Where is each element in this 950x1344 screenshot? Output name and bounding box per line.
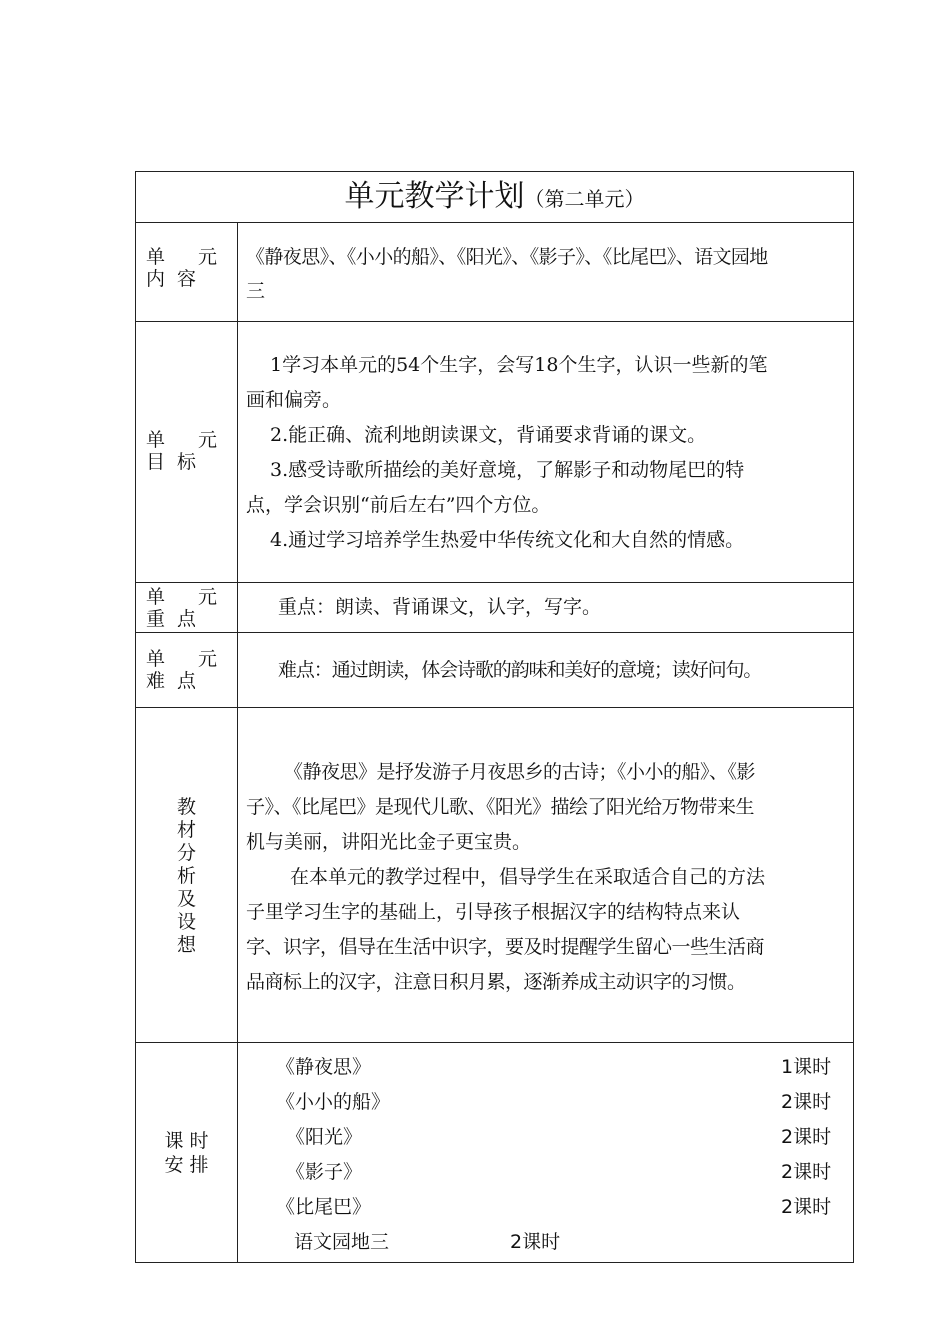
difficulties-text: 难点：通过朗读，体会诗歌的韵味和美好的意境；读好问句。 [278, 659, 762, 681]
schedule-item [136, 1085, 853, 1120]
label-key-points: 单元重点 [146, 586, 229, 630]
label-schedule-line: 课 时 [164, 1130, 209, 1152]
label-schedule-line: 安 排 [164, 1154, 209, 1176]
key-points-text: 重点：朗读、背诵课文，认字，写字。 [278, 596, 602, 618]
schedule-lesson: 《阳光》 [286, 1126, 363, 1148]
title-sub: （第二单元） [524, 187, 645, 211]
schedule-hours: 2课时 [781, 1161, 832, 1183]
row-unit-goals [136, 321, 853, 582]
analysis-line: 《静夜思》是抒发游子月夜思乡的古诗；《小小的船》、《影 [284, 761, 756, 783]
analysis-line: 子》、《比尾巴》是现代儿歌、《阳光》描绘了阳光给万物带来生 [246, 796, 755, 818]
schedule-lesson: 《影子》 [286, 1161, 363, 1183]
label-unit-goals: 单元目标 [146, 429, 229, 473]
row-key-points [136, 582, 853, 632]
goal-line: 2.能正确、流利地朗读课文，背诵要求背诵的课文。 [270, 424, 707, 446]
goal-line: 1学习本单元的54个生字，会写18个生字，认识一些新的笔 [270, 354, 768, 376]
unit-content-text [246, 240, 846, 308]
schedule-lesson: 《比尾巴》 [276, 1196, 372, 1218]
schedule-item [136, 1155, 853, 1190]
schedule-hours: 2课时 [781, 1196, 832, 1218]
analysis-line: 品商标上的汉字，注意日积月累，逐渐养成主动识字的习惯。 [246, 971, 746, 993]
schedule-item [136, 1120, 853, 1155]
label-char: 析 [176, 865, 196, 887]
unit-content-line: 《静夜思》、《小小的船》、《阳光》、《影子》、《比尾巴》、语文园地 [246, 246, 768, 268]
schedule-item [136, 1050, 853, 1085]
label-char: 教 [176, 796, 196, 818]
goal-line: 3.感受诗歌所描绘的美好意境，了解影子和动物尾巴的特 [270, 459, 745, 481]
unit-plan-table [135, 171, 854, 1263]
schedule-lesson: 《静夜思》 [276, 1056, 372, 1078]
schedule-hours: 2课时 [781, 1091, 832, 1113]
label-difficulties: 单元难点 [146, 648, 229, 692]
label-char: 想 [176, 934, 196, 956]
table-title [136, 172, 853, 222]
goal-line: 点，学会识别“前后左右”四个方位。 [246, 494, 551, 516]
schedule-hours: 1课时 [781, 1056, 832, 1078]
label-char: 材 [176, 819, 196, 841]
row-unit-content [136, 222, 853, 321]
unit-goals-text [246, 348, 846, 558]
material-analysis-text [246, 755, 846, 1000]
row-material-analysis [136, 707, 853, 1042]
analysis-line: 子里学习生字的基础上，引导孩子根据汉字的结构特点来认 [246, 901, 741, 923]
schedule-lesson: 《小小的船》 [276, 1091, 391, 1113]
schedule-hours: 2课时 [781, 1126, 832, 1148]
row-schedule [136, 1042, 853, 1262]
label-unit-content: 单元内容 [146, 246, 229, 290]
goal-line: 画和偏旁。 [246, 389, 342, 411]
label-char: 设 [176, 911, 196, 933]
label-char: 及 [176, 888, 196, 910]
analysis-line: 机与美丽，讲阳光比金子更宝贵。 [246, 831, 532, 853]
analysis-line: 在本单元的教学过程中，倡导学生在采取适合自己的方法 [290, 866, 766, 888]
schedule-hours: 2课时 [510, 1231, 561, 1253]
label-char: 分 [176, 842, 196, 864]
schedule-item [136, 1225, 853, 1260]
schedule-item [136, 1190, 853, 1225]
title-main: 单元教学计划 [344, 179, 525, 214]
unit-content-line: 三 [246, 280, 265, 302]
analysis-line: 字、识字，倡导在生活中识字，要及时提醒学生留心一些生活商 [246, 936, 765, 958]
goal-line: 4.通过学习培养学生热爱中华传统文化和大自然的情感。 [270, 529, 745, 551]
row-difficulties [136, 632, 853, 707]
label-material-analysis [136, 796, 237, 957]
schedule-lesson: 语文园地三 [294, 1231, 390, 1253]
